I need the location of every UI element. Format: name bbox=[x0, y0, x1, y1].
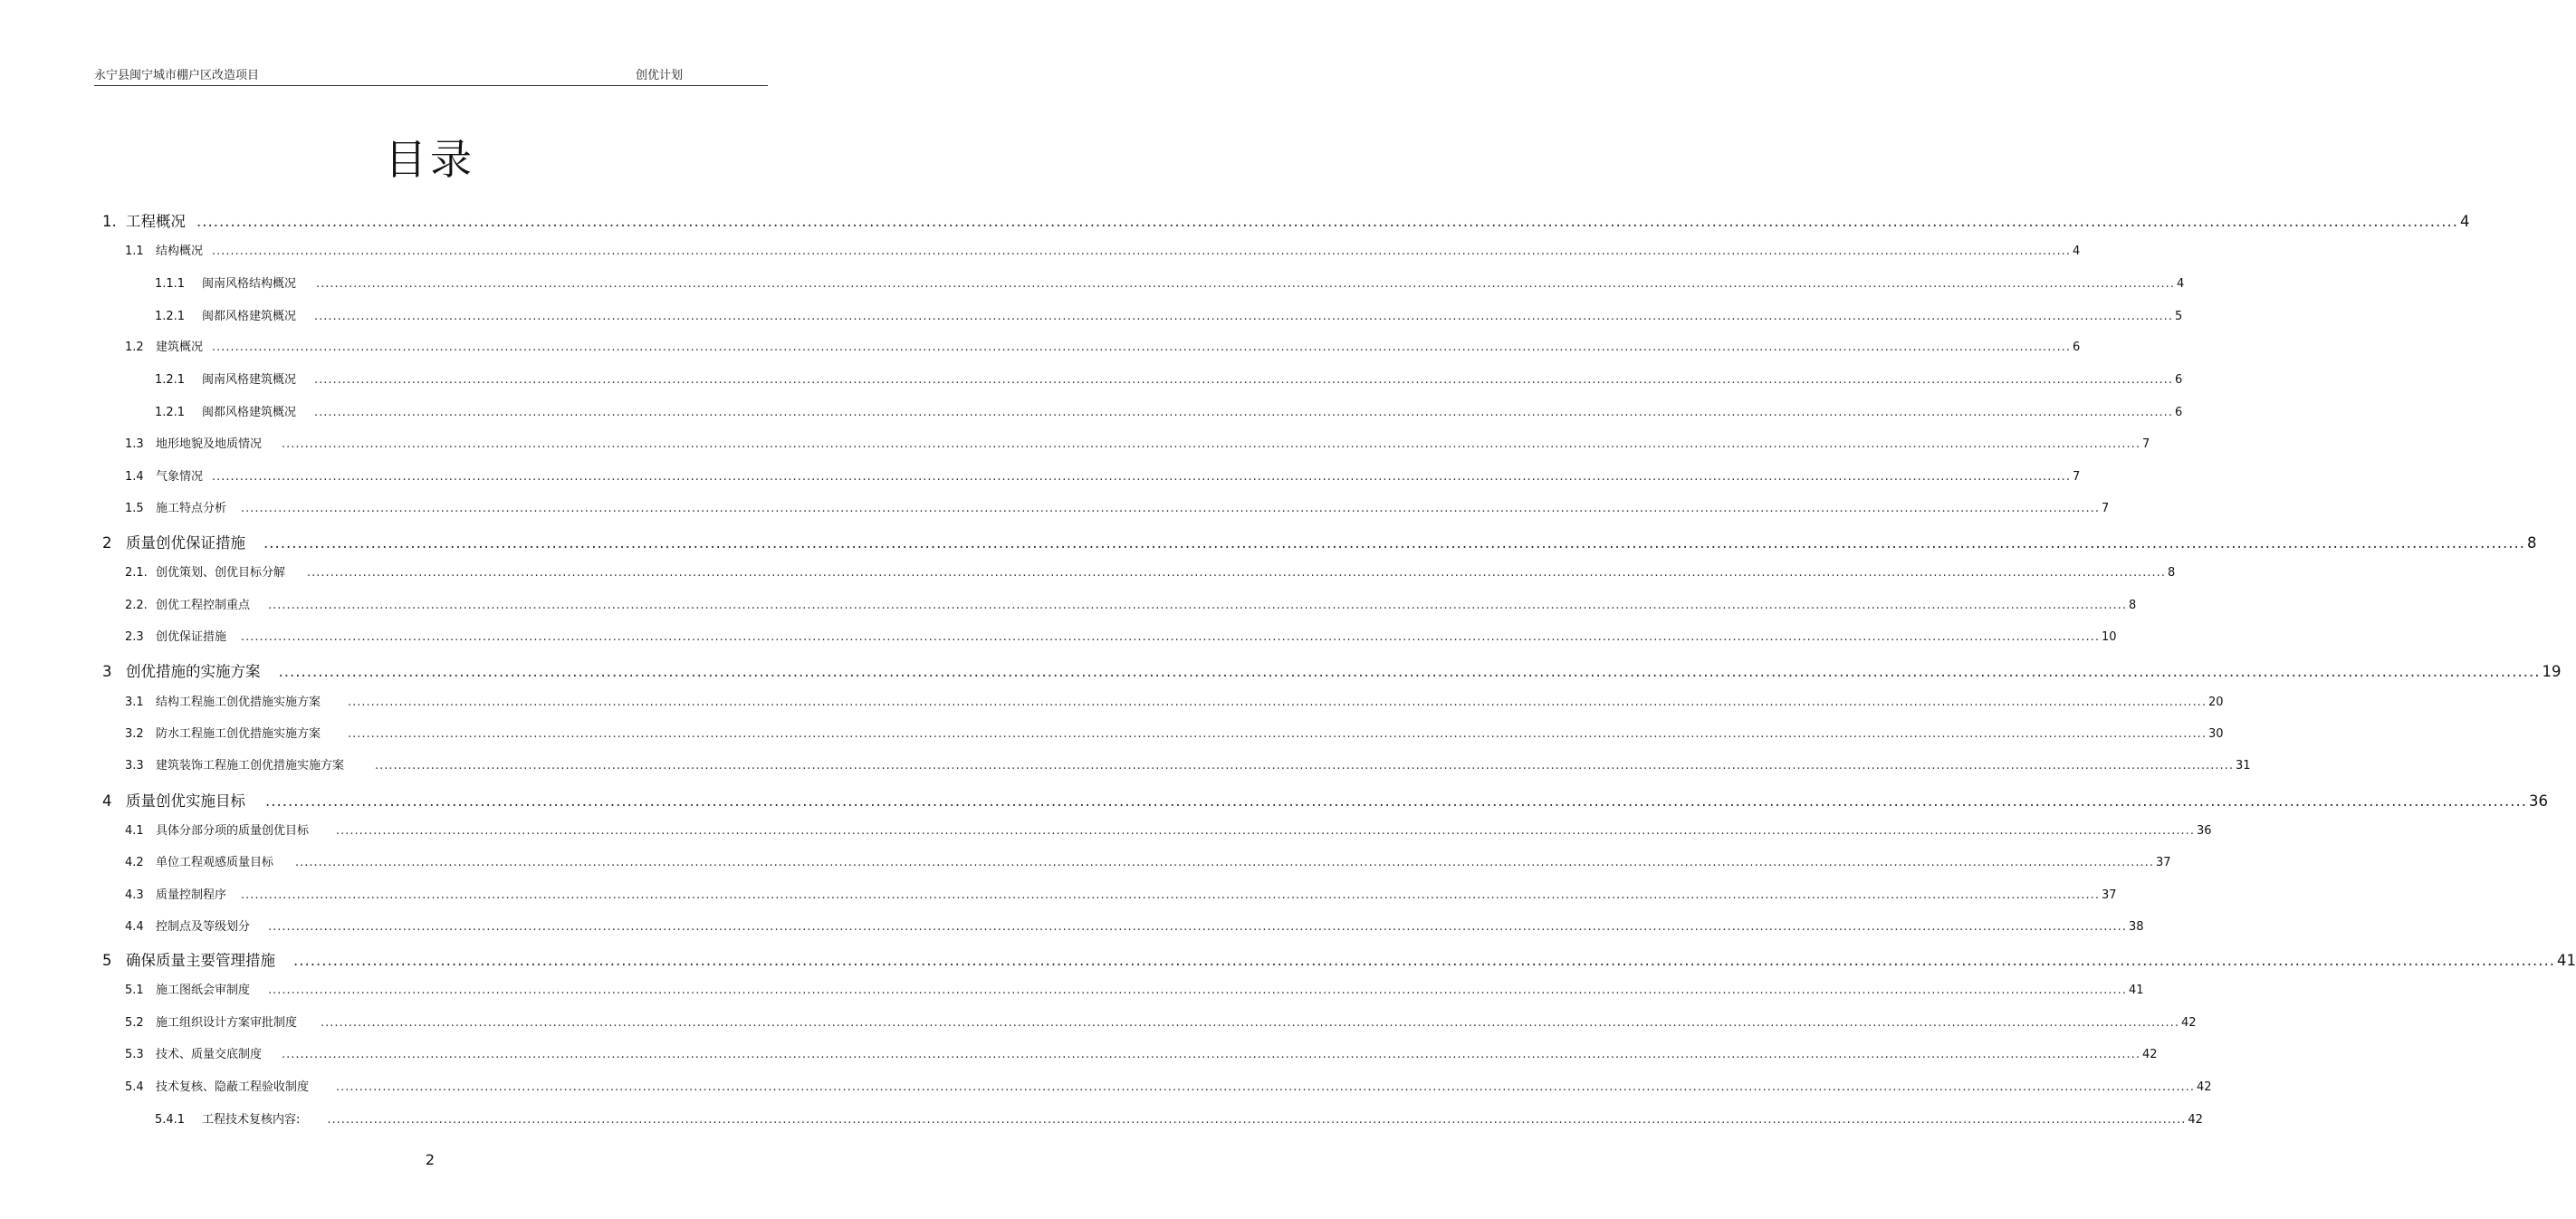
toc-entry-title: 建筑装饰工程施工创优措施实施方案 bbox=[156, 759, 345, 773]
toc-entry-title: 闽都风格建筑概况 bbox=[202, 310, 297, 323]
toc-entry-page: 42 bbox=[2141, 1048, 2158, 1061]
toc-entry-number: 1.1.1 bbox=[155, 277, 186, 291]
toc-leader-dots: ................................................................................................................................................................................................................................................................................................................................................................................................................ bbox=[265, 792, 2527, 810]
toc-leader-dots: ................................................................................................................................................................................................................................................................................................................................................................................................................ bbox=[321, 1016, 2179, 1030]
toc-entry-title: 创优保证措施 bbox=[156, 630, 227, 644]
toc-entry[interactable] bbox=[102, 789, 2548, 810]
toc-entry-title: 闽都风格建筑概况 bbox=[202, 406, 297, 419]
toc-entry[interactable] bbox=[102, 209, 2470, 230]
toc-leader-dots: ................................................................................................................................................................................................................................................................................................................................................................................................................ bbox=[263, 534, 2525, 552]
toc-entry-title: 创优策划、创优目标分解 bbox=[156, 566, 286, 580]
toc-entry[interactable] bbox=[125, 917, 2144, 936]
toc-entry[interactable] bbox=[125, 692, 2224, 712]
toc-entry-page: 8 bbox=[2526, 534, 2537, 552]
toc-entry-number: 1.2 bbox=[125, 341, 144, 354]
toc-entry-number: 3.1 bbox=[125, 696, 144, 709]
toc-entry-title: 创优工程控制重点 bbox=[156, 599, 251, 612]
toc-entry-number: 2.3 bbox=[125, 630, 144, 644]
toc-entry-page: 5 bbox=[2174, 310, 2183, 323]
toc-entry-title: 技术、质量交底制度 bbox=[156, 1048, 263, 1061]
toc-entry[interactable] bbox=[102, 659, 2562, 680]
toc-leader-dots: ................................................................................................................................................................................................................................................................................................................................................................................................................ bbox=[268, 599, 2127, 612]
toc-entry-page: 7 bbox=[2141, 437, 2150, 451]
toc-entry-title: 具体分部分项的质量创优目标 bbox=[156, 824, 310, 838]
toc-entry-page: 37 bbox=[2101, 888, 2117, 902]
toc-entry-page: 41 bbox=[2556, 952, 2576, 969]
toc-entry-title: 建筑概况 bbox=[156, 341, 204, 354]
toc-entry-number: 5.1 bbox=[125, 984, 144, 997]
toc-entry[interactable] bbox=[102, 531, 2537, 552]
toc-entry-page: 4 bbox=[2072, 245, 2081, 258]
toc-entry-title: 施工图纸会审制度 bbox=[156, 984, 251, 997]
toc-entry-number: 1.2.1 bbox=[155, 310, 186, 323]
toc-entry-number: 5.4 bbox=[125, 1080, 144, 1094]
toc-entry-page: 36 bbox=[2528, 792, 2548, 810]
toc-leader-dots: ................................................................................................................................................................................................................................................................................................................................................................................................................ bbox=[268, 984, 2127, 997]
toc-entry[interactable] bbox=[155, 306, 2183, 326]
toc-entry[interactable] bbox=[125, 755, 2251, 775]
toc-entry-title: 施工组织设计方案审批制度 bbox=[156, 1016, 298, 1030]
toc-leader-dots: ................................................................................................................................................................................................................................................................................................................................................................................................................ bbox=[278, 663, 2541, 680]
toc-leader-dots: ................................................................................................................................................................................................................................................................................................................................................................................................................ bbox=[212, 470, 2071, 484]
toc-entry-page: 42 bbox=[2188, 1113, 2203, 1127]
toc-entry-title: 工程技术复核内容: bbox=[202, 1113, 301, 1127]
toc-entry[interactable] bbox=[125, 241, 2081, 261]
toc-entry-page: 36 bbox=[2196, 824, 2212, 838]
toc-entry-page: 37 bbox=[2155, 856, 2171, 869]
toc-leader-dots: ................................................................................................................................................................................................................................................................................................................................................................................................................ bbox=[314, 373, 2173, 387]
toc-leader-dots: ................................................................................................................................................................................................................................................................................................................................................................................................................ bbox=[268, 920, 2127, 934]
toc-entry-number: 2.1. bbox=[125, 566, 148, 580]
toc-entry-page: 42 bbox=[2180, 1016, 2197, 1030]
toc-entry-page: 42 bbox=[2196, 1080, 2212, 1094]
toc-entry-number: 2.2. bbox=[125, 599, 148, 612]
toc-entry-number: 5.4.1 bbox=[155, 1113, 186, 1127]
toc-entry-page: 8 bbox=[2128, 599, 2137, 612]
toc-entry-number: 1.4 bbox=[125, 470, 144, 484]
toc-leader-dots: ................................................................................................................................................................................................................................................................................................................................................................................................................ bbox=[336, 824, 2195, 838]
toc-entry-page: 4 bbox=[2176, 277, 2185, 291]
toc-entry-page: 7 bbox=[2101, 502, 2110, 515]
toc-entry-number: 1.2.1 bbox=[155, 406, 186, 419]
toc-entry-number: 1.1 bbox=[125, 245, 144, 258]
toc-leader-dots: ................................................................................................................................................................................................................................................................................................................................................................................................................ bbox=[282, 1048, 2140, 1061]
toc-leader-dots: ................................................................................................................................................................................................................................................................................................................................................................................................................ bbox=[375, 759, 2234, 773]
toc-entry[interactable] bbox=[125, 1044, 2158, 1064]
toc-entry-title: 结构概况 bbox=[156, 245, 204, 258]
toc-entry-page: 6 bbox=[2174, 373, 2183, 387]
toc-entry-number: 5 bbox=[102, 952, 112, 969]
toc-entry-title: 气象情况 bbox=[156, 470, 204, 484]
toc-entry-page: 38 bbox=[2128, 920, 2144, 934]
toc-entry-title: 质量创优实施目标 bbox=[126, 792, 245, 810]
toc-entry-title: 单位工程观感质量目标 bbox=[156, 856, 274, 869]
toc-entry[interactable] bbox=[125, 1013, 2197, 1032]
toc-entry[interactable] bbox=[125, 498, 2110, 518]
toc-entry[interactable] bbox=[125, 337, 2081, 357]
toc-entry[interactable] bbox=[125, 852, 2171, 872]
toc-leader-dots: ................................................................................................................................................................................................................................................................................................................................................................................................................ bbox=[212, 341, 2071, 354]
toc-leader-dots: ................................................................................................................................................................................................................................................................................................................................................................................................................ bbox=[327, 1113, 2187, 1127]
toc-entry-title: 确保质量主要管理措施 bbox=[126, 952, 275, 969]
toc-entry-number: 5.3 bbox=[125, 1048, 144, 1061]
toc-entry-title: 闽南风格建筑概况 bbox=[202, 373, 297, 387]
toc-leader-dots: ................................................................................................................................................................................................................................................................................................................................................................................................................ bbox=[212, 245, 2071, 258]
toc-leader-dots: ................................................................................................................................................................................................................................................................................................................................................................................................................ bbox=[282, 437, 2140, 451]
toc-entry-page: 6 bbox=[2174, 406, 2183, 419]
toc-leader-dots: ................................................................................................................................................................................................................................................................................................................................................................................................................ bbox=[314, 406, 2173, 419]
toc-leader-dots: ................................................................................................................................................................................................................................................................................................................................................................................................................ bbox=[241, 630, 2100, 644]
toc-entry[interactable] bbox=[125, 885, 2117, 905]
toc-entry[interactable] bbox=[125, 595, 2137, 615]
header-project-name: 永宁县闽宁城市棚户区改造项目 bbox=[94, 69, 260, 82]
toc-entry-number: 4.3 bbox=[125, 888, 144, 902]
toc-leader-dots: ................................................................................................................................................................................................................................................................................................................................................................................................................ bbox=[307, 566, 2166, 580]
toc-entry[interactable] bbox=[125, 724, 2224, 744]
page-title: 目录 bbox=[385, 135, 475, 184]
toc-entry-title: 质量控制程序 bbox=[156, 888, 227, 902]
toc-entry-page: 19 bbox=[2542, 663, 2562, 680]
toc-entry[interactable] bbox=[125, 466, 2081, 486]
toc-entry-page: 8 bbox=[2167, 566, 2176, 580]
toc-entry[interactable] bbox=[125, 1077, 2212, 1097]
toc-entry-number: 2 bbox=[102, 534, 112, 552]
toc-entry-page: 30 bbox=[2207, 727, 2224, 741]
toc-leader-dots: ................................................................................................................................................................................................................................................................................................................................................................................................................ bbox=[241, 888, 2100, 902]
toc-entry-number: 1.5 bbox=[125, 502, 144, 515]
toc-entry[interactable] bbox=[155, 370, 2183, 389]
toc-entry-title: 技术复核、隐蔽工程验收制度 bbox=[156, 1080, 310, 1094]
toc-leader-dots: ................................................................................................................................................................................................................................................................................................................................................................................................................ bbox=[316, 277, 2175, 291]
toc-entry[interactable] bbox=[125, 821, 2212, 840]
header-doc-type: 创优计划 bbox=[636, 69, 684, 82]
toc-entry-page: 31 bbox=[2235, 759, 2251, 773]
toc-leader-dots: ................................................................................................................................................................................................................................................................................................................................................................................................................ bbox=[314, 310, 2173, 323]
toc-entry-title: 施工特点分析 bbox=[156, 502, 227, 515]
toc-entry-number: 1. bbox=[102, 213, 117, 230]
toc-entry-title: 控制点及等级划分 bbox=[156, 920, 251, 934]
toc-entry-page: 20 bbox=[2207, 696, 2224, 709]
page-number: 2 bbox=[425, 1151, 436, 1168]
toc-entry[interactable] bbox=[155, 1109, 2203, 1129]
toc-entry-number: 3.3 bbox=[125, 759, 144, 773]
toc-leader-dots: ................................................................................................................................................................................................................................................................................................................................................................................................................ bbox=[196, 213, 2458, 230]
toc-entry-title: 质量创优保证措施 bbox=[126, 534, 245, 552]
toc-entry[interactable] bbox=[125, 434, 2150, 454]
toc-entry[interactable] bbox=[125, 627, 2117, 647]
toc-entry-title: 防水工程施工创优措施实施方案 bbox=[156, 727, 321, 741]
toc-entry-title: 闽南风格结构概况 bbox=[202, 277, 297, 291]
toc-leader-dots: ................................................................................................................................................................................................................................................................................................................................................................................................................ bbox=[293, 952, 2555, 969]
toc-entry-number: 4.4 bbox=[125, 920, 144, 934]
toc-entry-page: 10 bbox=[2101, 630, 2117, 644]
toc-leader-dots: ................................................................................................................................................................................................................................................................................................................................................................................................................ bbox=[348, 727, 2207, 741]
toc-entry-title: 创优措施的实施方案 bbox=[126, 663, 261, 680]
toc-leader-dots: ................................................................................................................................................................................................................................................................................................................................................................................................................ bbox=[295, 856, 2154, 869]
toc-entry-page: 4 bbox=[2459, 213, 2470, 230]
toc-entry-number: 3.2 bbox=[125, 727, 144, 741]
toc-entry-number: 1.3 bbox=[125, 437, 144, 451]
toc-entry[interactable] bbox=[155, 402, 2183, 422]
toc-entry-number: 4.2 bbox=[125, 856, 144, 869]
toc-entry-number: 4.1 bbox=[125, 824, 144, 838]
toc-entry-page: 7 bbox=[2072, 470, 2081, 484]
toc-entry-number: 1.2.1 bbox=[155, 373, 186, 387]
toc-leader-dots: ................................................................................................................................................................................................................................................................................................................................................................................................................ bbox=[336, 1080, 2195, 1094]
toc-entry[interactable] bbox=[155, 274, 2185, 293]
toc-entry-number: 5.2 bbox=[125, 1016, 144, 1030]
toc-entry-title: 工程概况 bbox=[126, 213, 186, 230]
toc-entry-number: 4 bbox=[102, 792, 112, 810]
toc-entry[interactable] bbox=[102, 948, 2576, 969]
toc-leader-dots: ................................................................................................................................................................................................................................................................................................................................................................................................................ bbox=[241, 502, 2100, 515]
toc-entry-title: 结构工程施工创优措施实施方案 bbox=[156, 696, 321, 709]
toc-entry[interactable] bbox=[125, 562, 2176, 582]
toc-entry[interactable] bbox=[125, 980, 2144, 1000]
toc-entry-number: 3 bbox=[102, 663, 112, 680]
toc-entry-page: 6 bbox=[2072, 341, 2081, 354]
toc-leader-dots: ................................................................................................................................................................................................................................................................................................................................................................................................................ bbox=[348, 696, 2207, 709]
toc-entry-page: 41 bbox=[2128, 984, 2144, 997]
toc-entry-title: 地形地貌及地质情况 bbox=[156, 437, 263, 451]
